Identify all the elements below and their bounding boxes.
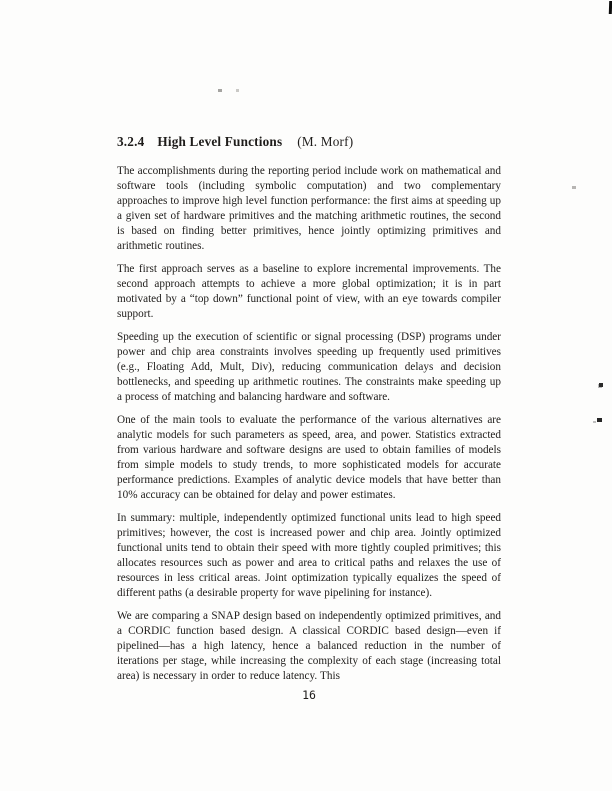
section-heading	[117, 134, 501, 150]
scan-artifact-speck-margin-top	[572, 186, 576, 189]
body-paragraph-6: We are comparing a SNAP design based on independently optimized primitives, and a CORDIC function based design. A classical CORDIC based design—even if pipelined—has a high latency, hence a balanced reduction in the number of iterations per stage, while increasing the complexity of each stage (increasing total area) is necessary in order to reduce latency. This	[117, 610, 501, 682]
body-paragraph-1: The accomplishments during the reporting period include work on mathematical and software tools (including symbolic computation) and two complementary approaches to improve high level function performance: the first aims at speeding up a given set of hardware primitives and the matching arithmetic routines, the second is based on finding better primitives, hence jointly optimizing primitives and arithmetic routines.	[117, 165, 501, 252]
scan-artifact-speck-margin-low	[597, 418, 602, 422]
section-number: 3.2.4	[117, 134, 145, 149]
page-number: 16	[302, 688, 316, 702]
scan-artifact-smudge-left	[218, 89, 222, 92]
section-author: (M. Morf)	[297, 134, 354, 149]
scan-artifact-smudge-right	[236, 89, 239, 92]
text-column	[117, 134, 501, 692]
body-paragraph-4: One of the main tools to evaluate the performance of the various alternatives are analytic models for such parameters as speed, area, and power. Statistics extracted from various hardware and software designs are used to obtain families of models from simple models to study trends, to more sophisticated models for accurate performance predictions. Examples of analytic device models that have better than 10% accuracy can be obtained for delay and power estimates.	[117, 414, 501, 501]
body-paragraph-2: The first approach serves as a baseline to explore incremental improvements. The second approach attempts to achieve a more global optimization; it is in part motivated by a “top down” functional point of view, with an eye towards compiler support.	[117, 263, 501, 320]
body-paragraph-5: In summary: multiple, independently optimized functional units lead to high speed primitives; however, the cost is increased power and chip area. Jointly optimized functional units tend to obtain their speed with more tightly coupled primitives; this allocates resources such as power and area to critical paths and relaxes the use of resources in less critical areas. Joint optimization typically equalizes the speed of different paths (a desirable property for wave pipelining for instance).	[117, 512, 501, 599]
body-paragraph-3: Speeding up the execution of scientific or signal processing (DSP) programs under power and chip area constraints involves speeding up frequently used primitives (e.g., Floating Add, Mult, Div), reducing communication delays and decision bottlenecks, and speeding up arithmetic routines. The constraints make speeding up a process of matching and balancing hardware and software.	[117, 331, 501, 403]
scan-artifact-speck-margin-mid	[599, 383, 603, 387]
section-title: High Level Functions	[157, 134, 283, 149]
